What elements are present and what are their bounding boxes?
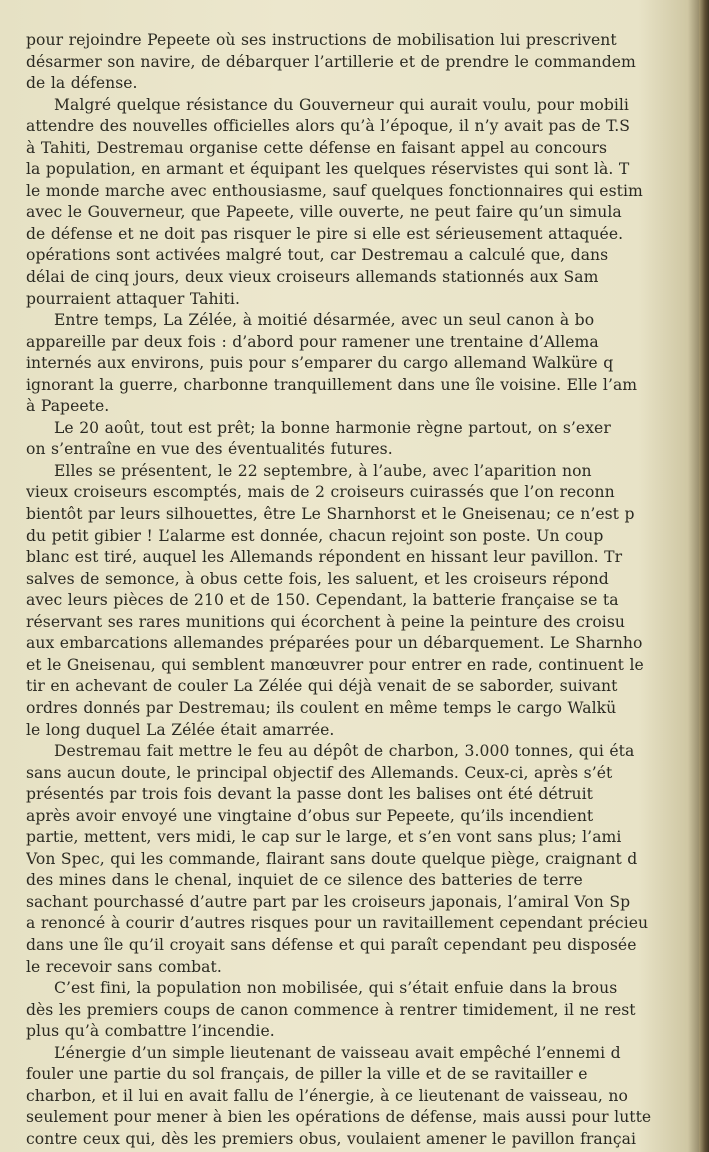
- text-line: fouler une partie du sol français, de piller la ville et de se ravitailler e: [26, 1065, 588, 1084]
- text-line: et le Gneisenau, qui semblent manœuvrer pour entrer en rade, continuent le: [26, 655, 644, 674]
- text-line: des mines dans le chenal, inquiet de ce silence des batteries de terre: [26, 871, 583, 890]
- text-line: sans aucun doute, le principal objectif des Allemands. Ceux-ci, après s’ét: [26, 763, 613, 782]
- text-line: à Papeete.: [26, 397, 110, 416]
- text-line: de la défense.: [26, 74, 138, 93]
- paragraph-first-line: Destremau fait mettre le feu au dépôt de charbon, 3.000 tonnes, qui éta: [54, 742, 635, 761]
- text-line: ordres donnés par Destremau; ils coulent en même temps le cargo Walkü: [26, 698, 617, 717]
- text-line: aux embarcations allemandes préparées pour un débarquement. Le Sharnho: [26, 634, 643, 653]
- text-line: le monde marche avec enthousiasme, sauf quelques fonctionnaires qui estim: [26, 181, 643, 200]
- paragraph-first-line: C’est fini, la population non mobilisée, qui s’était enfuie dans la brous: [54, 979, 618, 998]
- text-line: plus qu’à combattre l’incendie.: [26, 1022, 275, 1041]
- paragraph-first-line: Le 20 août, tout est prêt; la bonne harmonie règne partout, on s’exer: [54, 418, 611, 437]
- text-line: on s’entraîne en vue des éventualités futures.: [26, 440, 393, 459]
- text-line: ignorant la guerre, charbonne tranquillement dans une île voisine. Elle l’am: [26, 375, 638, 394]
- text-line: appareille par deux fois : d’abord pour ramener une trentaine d’Allema: [26, 332, 599, 351]
- text-line: du petit gibier ! L’alarme est donnée, chacun rejoint son poste. Un coup: [26, 526, 604, 545]
- text-line: avec leurs pièces de 210 et de 150. Cependant, la batterie française se ta: [26, 591, 619, 610]
- paragraph-first-line: L’énergie d’un simple lieutenant de vaisseau avait empêché l’ennemi d: [54, 1043, 621, 1062]
- text-line: attendre des nouvelles officielles alors qu’à l’époque, il n’y avait pas de T.S: [26, 117, 631, 136]
- text-line: de défense et ne doit pas risquer le pire si elle est sérieusement attaquée.: [26, 224, 624, 243]
- text-line: blanc est tiré, auquel les Allemands répondent en hissant leur pavillon. Tr: [26, 548, 623, 567]
- text-line: dès les premiers coups de canon commence à rentrer timidement, il ne rest: [26, 1000, 636, 1019]
- text-line: pourraient attaquer Tahiti.: [26, 289, 240, 308]
- text-line: dans une île qu’il croyait sans défense et qui paraît cependant peu disposée: [26, 935, 637, 954]
- text-line: a renoncé à courir d’autres risques pour un ravitaillement cependant précieu: [26, 914, 649, 933]
- text-line: désarmer son navire, de débarquer l’artillerie et de prendre le commandem: [26, 52, 636, 71]
- text-line: Von Spec, qui les commande, flairant sans doute quelque piège, craignant d: [26, 849, 638, 868]
- paragraph-first-line: Malgré quelque résistance du Gouverneur qui aurait voulu, pour mobili: [54, 95, 629, 114]
- text-line: partie, mettent, vers midi, le cap sur le large, et s’en vont sans plus; l’ami: [26, 828, 622, 847]
- text-line: charbon, et il lui en avait fallu de l’énergie, à ce lieutenant de vaisseau, no: [26, 1086, 628, 1105]
- text-line: bientôt par leurs silhouettes, être Le Sharnhorst et le Gneisenau; ce n’est p: [26, 505, 635, 524]
- body-text: [26, 30, 698, 1150]
- text-line: vieux croiseurs escomptés, mais de 2 croiseurs cuirassés que l’on reconn: [26, 483, 615, 502]
- text-line: à Tahiti, Destremau organise cette défense en faisant appel au concours: [26, 138, 608, 157]
- text-line: le long duquel La Zélée était amarrée.: [26, 720, 335, 739]
- text-line: opérations sont activées malgré tout, car Destremau a calculé que, dans: [26, 246, 609, 265]
- text-line: réservant ses rares munitions qui écorchent à peine la peinture des croisu: [26, 612, 625, 631]
- text-line: le recevoir sans combat.: [26, 957, 222, 976]
- text-line: avec le Gouverneur, que Papeete, ville ouverte, ne peut faire qu’un simula: [26, 203, 622, 222]
- text-line: délai de cinq jours, deux vieux croiseurs allemands stationnés aux Sam: [26, 268, 599, 287]
- text-line: internés aux environs, puis pour s’emparer du cargo allemand Walküre q: [26, 354, 614, 373]
- text-line: présentés par trois fois devant la passe dont les balises ont été détruit: [26, 785, 594, 804]
- text-line: la population, en armant et équipant les quelques réservistes qui sont là. T: [26, 160, 630, 179]
- text-line: sachant pourchassé d’autre part par les croiseurs japonais, l’amiral Von Sp: [26, 892, 631, 911]
- text-line: seulement pour mener à bien les opérations de défense, mais aussi pour lutte: [26, 1108, 652, 1127]
- text-line: après avoir envoyé une vingtaine d’obus sur Pepeete, qu’ils incendient: [26, 806, 594, 825]
- text-line: contre ceux qui, dès les premiers obus, voulaient amener le pavillon françai: [26, 1129, 637, 1148]
- text-line: tir en achevant de couler La Zélée qui déjà venait de se saborder, suivant: [26, 677, 618, 696]
- paragraph-first-line: Elles se présentent, le 22 septembre, à l’aube, avec l’aparition non: [54, 461, 592, 480]
- book-spine-edge: [699, 0, 709, 1152]
- paragraph-first-line: Entre temps, La Zélée, à moitié désarmée, avec un seul canon à bo: [54, 311, 595, 330]
- text-line: salves de semonce, à obus cette fois, les saluent, et les croiseurs répond: [26, 569, 609, 588]
- text-line: pour rejoindre Pepeete où ses instructions de mobilisation lui prescrivent: [26, 31, 617, 49]
